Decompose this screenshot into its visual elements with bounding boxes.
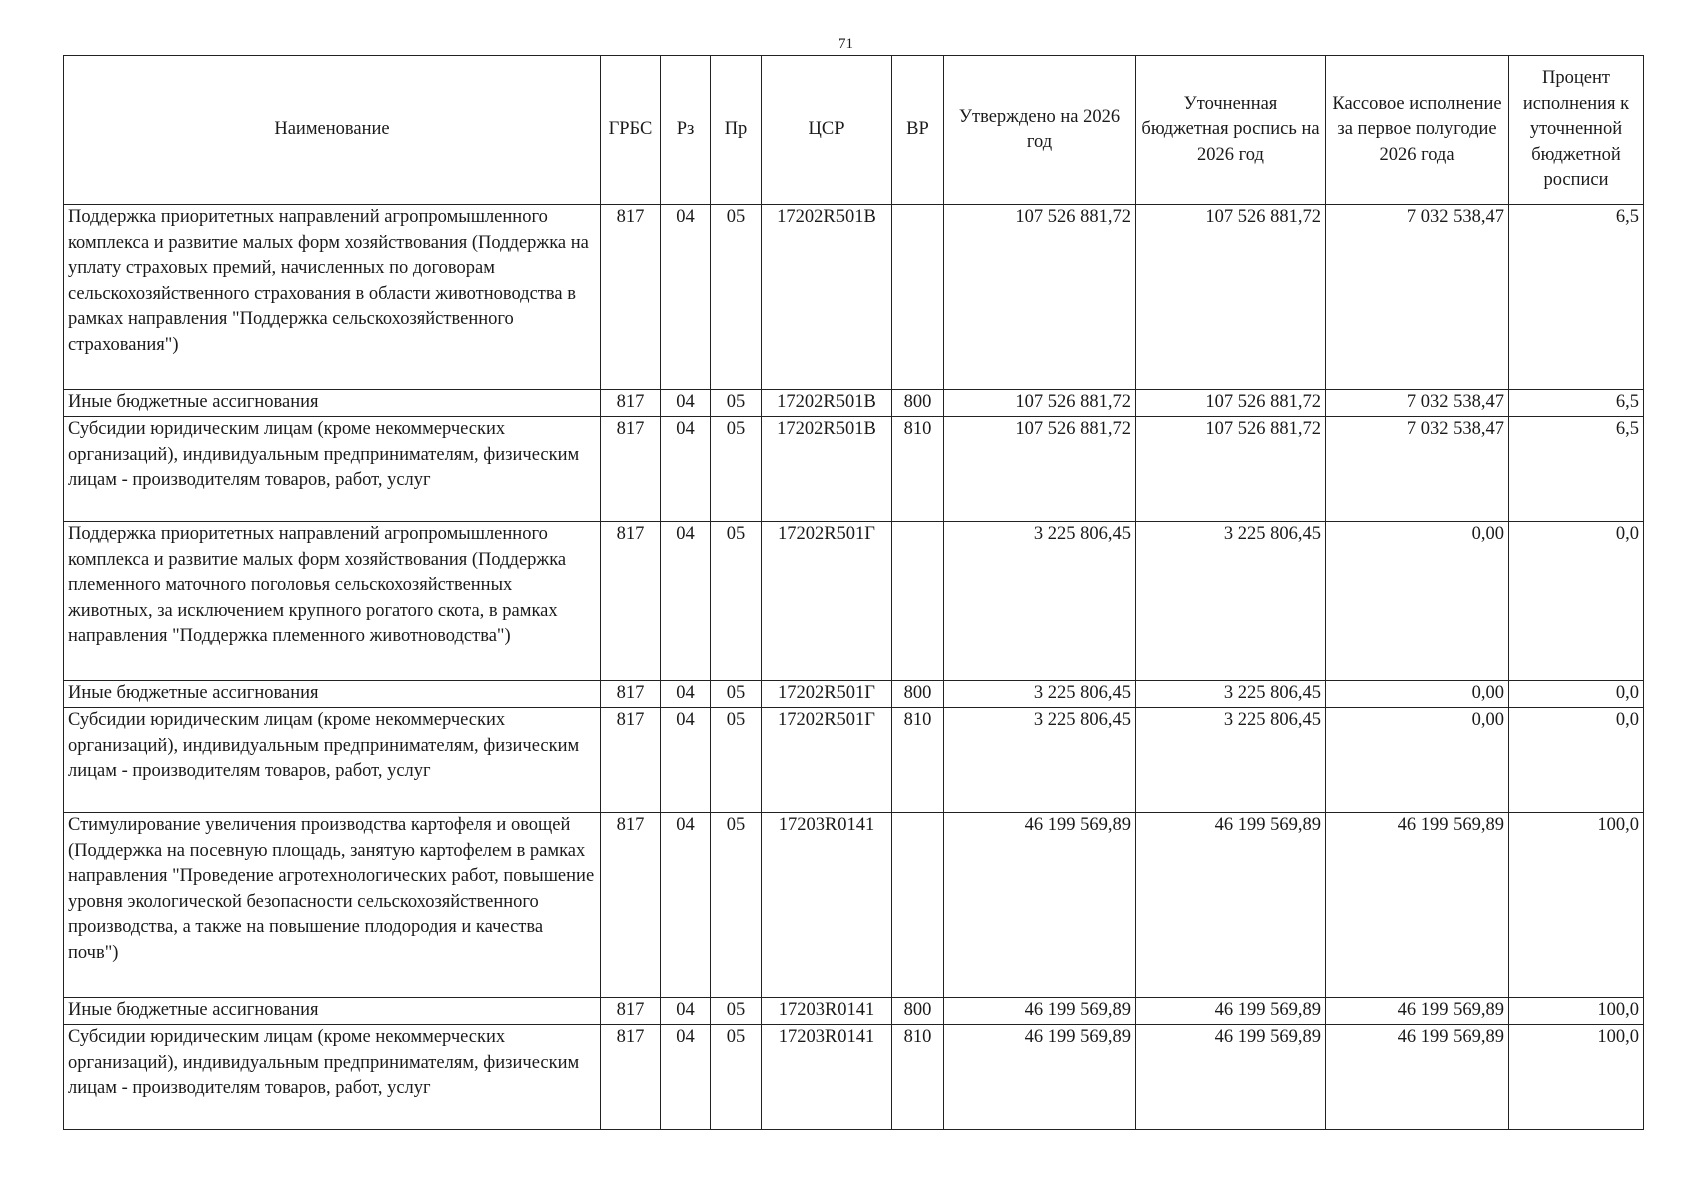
table-row (64, 390, 1644, 417)
header-executed: Кассовое исполнение за первое полугодие 2026 года (1326, 56, 1509, 205)
row-vr: 800 (892, 681, 944, 708)
row-pr: 05 (711, 681, 762, 708)
row-executed: 7 032 538,47 (1326, 417, 1509, 522)
row-csr: 17202R501Г (762, 681, 892, 708)
row-vr: 810 (892, 1025, 944, 1130)
row-name: Субсидии юридическим лицам (кроме некоммерческих организаций), индивидуальным предпринимателям, физическим лицам - производителям товаров, работ, услуг (64, 417, 601, 522)
row-rz: 04 (661, 998, 711, 1025)
row-name: Поддержка приоритетных направлений агропромышленного комплекса и развитие малых форм хозяйствования (Поддержка на уплату страховых премий, начисленных по договорам сельскохозяйственного страхования в области животноводства в рамках направления "Поддержка сельскохозяйственного страхования") (64, 205, 601, 390)
row-percent: 0,0 (1509, 522, 1644, 681)
header-pr: Пр (711, 56, 762, 205)
header-name: Наименование (64, 56, 601, 205)
row-executed: 0,00 (1326, 708, 1509, 813)
row-executed: 46 199 569,89 (1326, 813, 1509, 998)
page-number: 71 (838, 36, 853, 52)
row-rz: 04 (661, 205, 711, 390)
row-approved: 107 526 881,72 (944, 417, 1136, 522)
row-vr: 810 (892, 708, 944, 813)
row-approved: 107 526 881,72 (944, 205, 1136, 390)
table-header-row (64, 56, 1644, 205)
row-executed: 0,00 (1326, 681, 1509, 708)
row-percent: 100,0 (1509, 998, 1644, 1025)
row-grbs: 817 (601, 390, 661, 417)
row-vr: 810 (892, 417, 944, 522)
row-rz: 04 (661, 522, 711, 681)
row-rz: 04 (661, 417, 711, 522)
row-pr: 05 (711, 998, 762, 1025)
header-approved: Утверждено на 2026 год (944, 56, 1136, 205)
row-percent: 6,5 (1509, 205, 1644, 390)
row-percent: 100,0 (1509, 1025, 1644, 1130)
row-pr: 05 (711, 417, 762, 522)
row-grbs: 817 (601, 417, 661, 522)
row-pr: 05 (711, 1025, 762, 1130)
row-vr: 800 (892, 998, 944, 1025)
row-percent: 6,5 (1509, 390, 1644, 417)
row-executed: 7 032 538,47 (1326, 390, 1509, 417)
row-grbs: 817 (601, 681, 661, 708)
row-name: Иные бюджетные ассигнования (64, 390, 601, 417)
header-csr: ЦСР (762, 56, 892, 205)
row-pr: 05 (711, 390, 762, 417)
row-name: Иные бюджетные ассигнования (64, 998, 601, 1025)
row-revised: 3 225 806,45 (1136, 708, 1326, 813)
row-csr: 17202R501В (762, 417, 892, 522)
row-csr: 17202R501Г (762, 522, 892, 681)
header-rz: Рз (661, 56, 711, 205)
row-rz: 04 (661, 708, 711, 813)
row-name: Субсидии юридическим лицам (кроме некоммерческих организаций), индивидуальным предпринимателям, физическим лицам - производителям товаров, работ, услуг (64, 1025, 601, 1130)
row-grbs: 817 (601, 1025, 661, 1130)
row-name: Стимулирование увеличения производства картофеля и овощей (Поддержка на посевную площадь, занятую картофелем в рамках направления "Проведение агротехнологических работ, повышение уровня экологической безопасности сельскохозяйственного производства, а также на повышение плодородия и качества почв") (64, 813, 601, 998)
row-revised: 107 526 881,72 (1136, 205, 1326, 390)
row-grbs: 817 (601, 522, 661, 681)
table-row (64, 813, 1644, 998)
row-executed: 46 199 569,89 (1326, 998, 1509, 1025)
row-revised: 3 225 806,45 (1136, 681, 1326, 708)
row-revised: 107 526 881,72 (1136, 390, 1326, 417)
row-percent: 0,0 (1509, 708, 1644, 813)
row-csr: 17203R0141 (762, 813, 892, 998)
row-vr (892, 522, 944, 681)
table-row (64, 708, 1644, 813)
row-rz: 04 (661, 813, 711, 998)
row-percent: 0,0 (1509, 681, 1644, 708)
budget-table (63, 55, 1644, 1130)
table-row (64, 998, 1644, 1025)
row-pr: 05 (711, 522, 762, 681)
row-grbs: 817 (601, 205, 661, 390)
row-revised: 46 199 569,89 (1136, 998, 1326, 1025)
row-name: Иные бюджетные ассигнования (64, 681, 601, 708)
row-name: Поддержка приоритетных направлений агропромышленного комплекса и развитие малых форм хозяйствования (Поддержка племенного маточного поголовья сельскохозяйственных животных, за исключением крупного рогатого скота, в рамках направления "Поддержка племенного животноводства") (64, 522, 601, 681)
row-percent: 6,5 (1509, 417, 1644, 522)
row-csr: 17202R501В (762, 390, 892, 417)
row-csr: 17203R0141 (762, 1025, 892, 1130)
row-rz: 04 (661, 1025, 711, 1130)
row-revised: 46 199 569,89 (1136, 1025, 1326, 1130)
header-vr: ВР (892, 56, 944, 205)
row-executed: 7 032 538,47 (1326, 205, 1509, 390)
row-percent: 100,0 (1509, 813, 1644, 998)
header-percent: Процент исполнения к уточненной бюджетной росписи (1509, 56, 1644, 205)
row-grbs: 817 (601, 813, 661, 998)
header-revised: Уточненная бюджетная роспись на 2026 год (1136, 56, 1326, 205)
row-pr: 05 (711, 813, 762, 998)
row-rz: 04 (661, 390, 711, 417)
table-row (64, 417, 1644, 522)
row-executed: 46 199 569,89 (1326, 1025, 1509, 1130)
row-revised: 3 225 806,45 (1136, 522, 1326, 681)
table-row (64, 681, 1644, 708)
row-vr: 800 (892, 390, 944, 417)
row-approved: 46 199 569,89 (944, 813, 1136, 998)
table-row (64, 205, 1644, 390)
row-csr: 17202R501В (762, 205, 892, 390)
row-csr: 17203R0141 (762, 998, 892, 1025)
row-executed: 0,00 (1326, 522, 1509, 681)
row-vr (892, 205, 944, 390)
row-pr: 05 (711, 708, 762, 813)
row-approved: 46 199 569,89 (944, 1025, 1136, 1130)
row-revised: 46 199 569,89 (1136, 813, 1326, 998)
row-approved: 107 526 881,72 (944, 390, 1136, 417)
row-approved: 3 225 806,45 (944, 522, 1136, 681)
table-row (64, 1025, 1644, 1130)
row-revised: 107 526 881,72 (1136, 417, 1326, 522)
row-pr: 05 (711, 205, 762, 390)
table-row (64, 522, 1644, 681)
row-approved: 46 199 569,89 (944, 998, 1136, 1025)
row-rz: 04 (661, 681, 711, 708)
row-grbs: 817 (601, 998, 661, 1025)
row-approved: 3 225 806,45 (944, 708, 1136, 813)
row-vr (892, 813, 944, 998)
row-approved: 3 225 806,45 (944, 681, 1136, 708)
header-grbs: ГРБС (601, 56, 661, 205)
row-csr: 17202R501Г (762, 708, 892, 813)
row-name: Субсидии юридическим лицам (кроме некоммерческих организаций), индивидуальным предпринимателям, физическим лицам - производителям товаров, работ, услуг (64, 708, 601, 813)
row-grbs: 817 (601, 708, 661, 813)
